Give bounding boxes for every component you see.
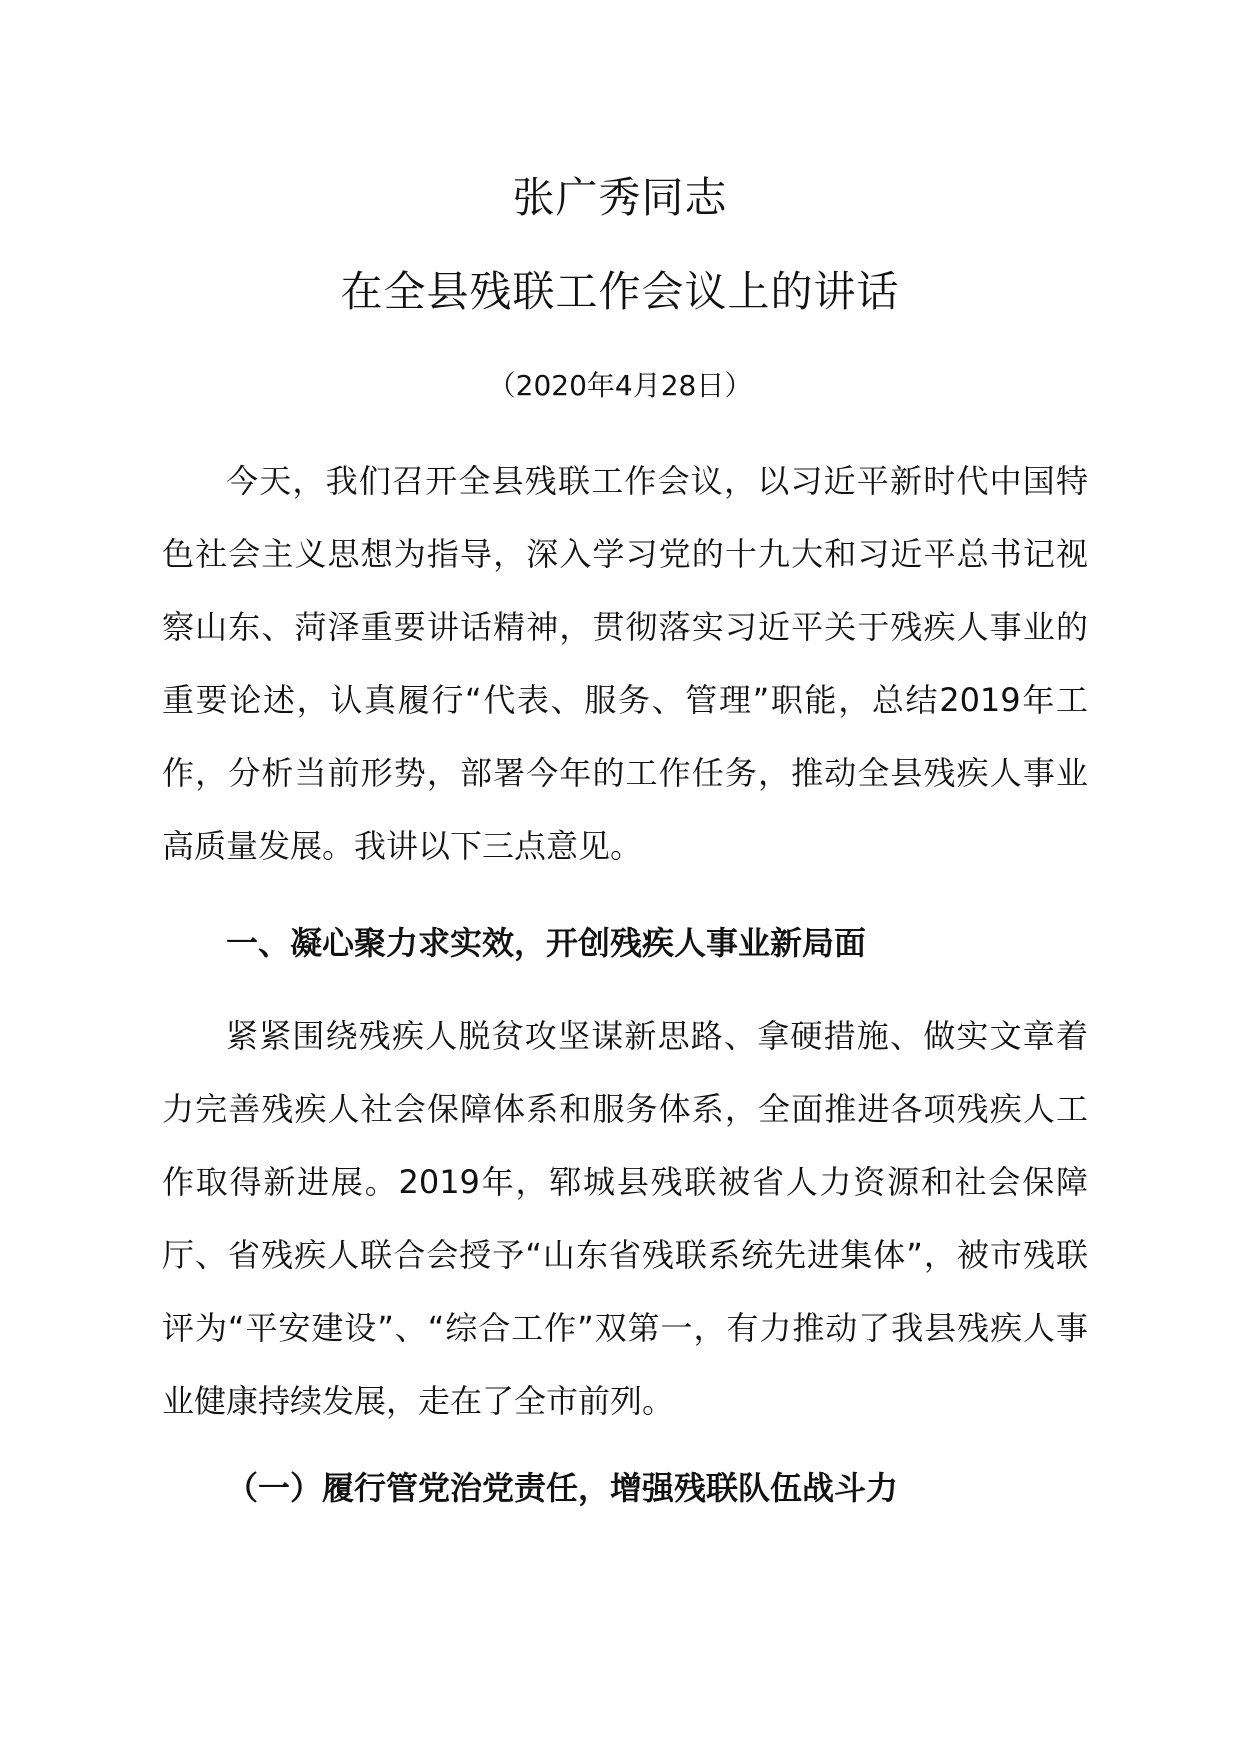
speech-date: （2020年4月28日） xyxy=(487,369,753,402)
opening-paragraph: 今天，我们召开全县残联工作会议，以习近平新时代中国特色社会主义思想为指导，深入学习党的十九大和习近平总书记视察山东、菏泽重要讲话精神，贯彻落实习近平关于残疾人事业的重要论述，认真履行“代表、服务、管理”职能，总结2019年工作，分析当前形势，部署今年的工作任务，推动全县残疾人事业高质量发展。我讲以下三点意见。 xyxy=(162,462,1088,865)
speaker-title: 张广秀同志 xyxy=(512,173,728,222)
speech-title: 在全县残联工作会议上的讲话 xyxy=(340,267,900,316)
section-heading-1: 一、凝心聚力求实效，开创残疾人事业新局面 xyxy=(226,924,867,962)
subsection-heading-1: （一）履行管党治党责任，增强残联队伍战斗力 xyxy=(226,1469,899,1507)
section-1-paragraph: 紧紧围绕残疾人脱贫攻坚谋新思路、拿硬措施、做实文章着力完善残疾人社会保障体系和服务体系，全面推进各项残疾人工作取得新进展。2019年，郓城县残联被省人力资源和社会保障厅、省残疾人联合会授予“山东省残联系统先进集体”，被市残联评为“平安建设”、“综合工作”双第一，有力推动了我县残疾人事业健康持续发展，走在了全市前列。 xyxy=(162,1017,1088,1420)
